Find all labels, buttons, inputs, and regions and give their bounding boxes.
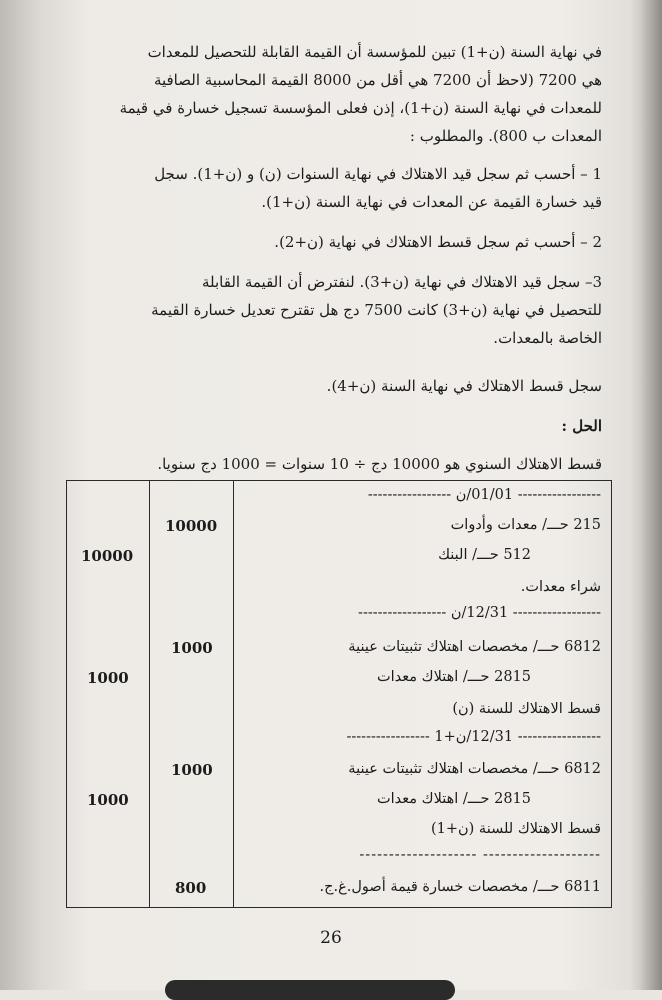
credit-amount: 1000 <box>87 791 129 809</box>
text-line: في نهاية السنة (ن+1) تبين للمؤسسة أن القيمة القابلة للتحصيل للمعدات <box>147 43 602 61</box>
paragraph-context <box>62 38 602 150</box>
debit-amount: 1000 <box>171 761 213 779</box>
text-line: سجل قسط الاهتلاك في نهاية السنة (ن+4). <box>326 377 602 395</box>
question-1 <box>62 160 602 216</box>
credit-account: 512 حـــ/ البنك <box>438 547 531 563</box>
text-line: قيد خسارة القيمة عن المعدات في نهاية السنة (ن+1). <box>261 193 602 211</box>
column-divider <box>149 481 150 907</box>
entry-memo: شراء معدات. <box>520 579 601 595</box>
entry-memo: قسط الاهتلاك للسنة (ن+1) <box>430 821 601 837</box>
text-line: 2 – أحسب ثم سجل قسط الاهتلاك في نهاية (ن+2). <box>274 233 602 251</box>
text-line: 3– سجل قيد الاهتلاك في نهاية (ن+3). لنفترض أن القيمة القابلة <box>202 273 602 291</box>
question-4 <box>62 372 602 400</box>
question-2 <box>62 228 602 256</box>
credit-account: 2815 حـــ/ اهتلاك معدات <box>376 791 531 807</box>
entry-date: ------------------ 12/31/ن ------------------ <box>358 605 601 621</box>
annual-depreciation-line: قسط الاهتلاك السنوي هو 10000 دج ÷ 10 سنوات = 1000 دج سنويا. <box>157 455 602 473</box>
text-line: 1 – أحسب ثم سجل قيد الاهتلاك في نهاية السنوات (ن) و (ن+1). سجل <box>154 165 602 183</box>
text-line: للمعدات في نهاية السنة (ن+1)، إذن فعلى المؤسسة تسجيل خسارة في قيمة <box>119 99 602 117</box>
entry-date: ----------------- 01/01/ن ----------------- <box>367 487 601 503</box>
solution-heading: الحل : <box>561 417 602 435</box>
credit-amount: 10000 <box>81 547 134 565</box>
page-number: 26 <box>320 928 342 948</box>
credit-amount: 1000 <box>87 669 129 687</box>
debit-amount: 800 <box>175 879 207 897</box>
journal-table <box>66 480 612 908</box>
text-line: للتحصيل في نهاية (ن+3) كانت 7500 دج هل تقترح تعديل خسارة القيمة <box>151 301 602 319</box>
text-line: هي 7200 (لاحظ أن 7200 هي أقل من 8000 القيمة المحاسبية الصافية <box>153 71 602 89</box>
debit-account: 6812 حـــ/ مخصصات اهتلاك تثبيتات عينية <box>348 761 601 777</box>
entry-date: ----------------- 12/31/ن+1 ----------------- <box>346 729 601 745</box>
column-divider <box>233 481 234 907</box>
debit-account: 6811 حـــ/ مخصصات خسارة قيمة أصول.غ.ج. <box>319 879 601 895</box>
entry-memo: قسط الاهتلاك للسنة (ن) <box>452 701 601 717</box>
text-line: الخاصة بالمعدات. <box>493 329 602 347</box>
question-3 <box>62 268 602 352</box>
credit-account: 2815 حـــ/ اهتلاك معدات <box>376 669 531 685</box>
debit-account: 215 حـــ/ معدات وأدوات <box>450 517 601 533</box>
text-line: المعدات ب 800). والمطلوب : <box>409 127 602 145</box>
book-spine-shadow <box>640 0 662 990</box>
debit-account: 6812 حـــ/ مخصصات اهتلاك تثبيتات عينية <box>348 639 601 655</box>
entry-separator: -------------------- -------------------- <box>359 847 601 863</box>
home-indicator-bar <box>165 980 455 1000</box>
debit-amount: 1000 <box>171 639 213 657</box>
debit-amount: 10000 <box>165 517 218 535</box>
